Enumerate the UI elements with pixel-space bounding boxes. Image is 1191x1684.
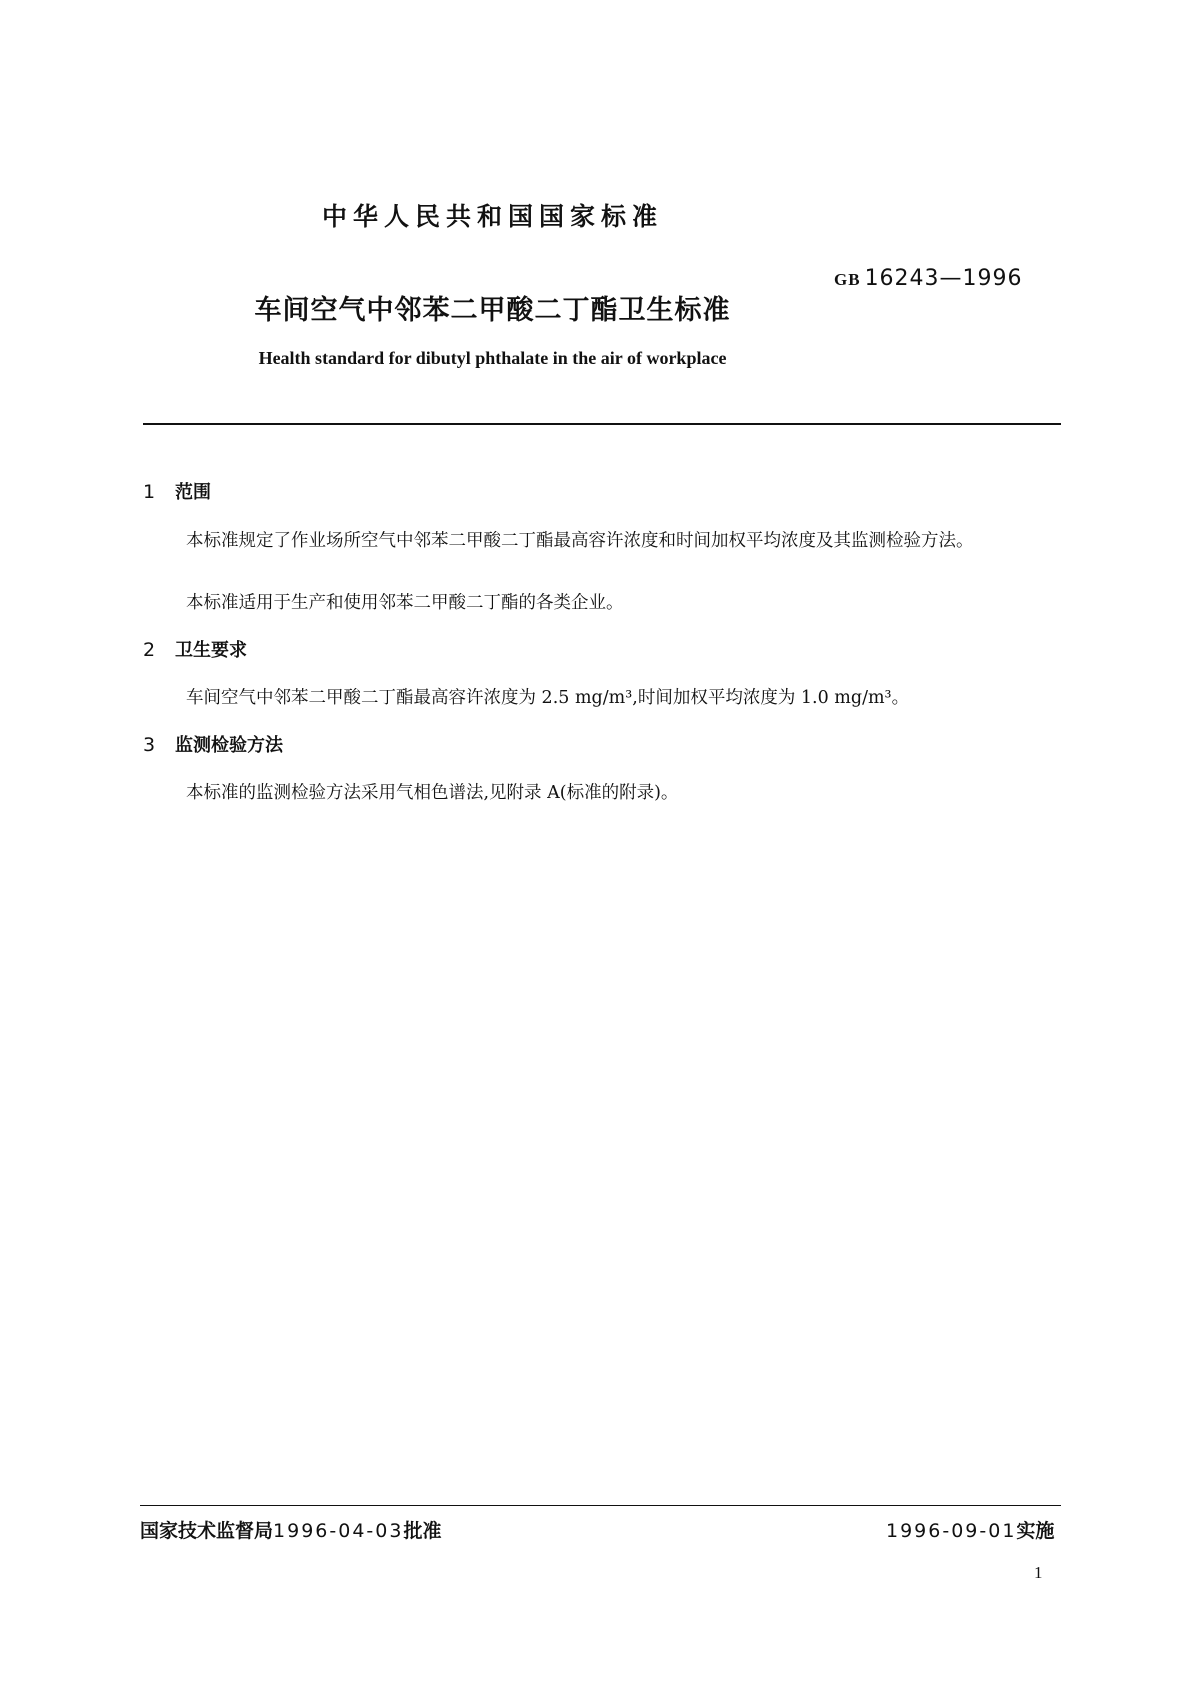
section-1-paragraph-1: 本标准规定了作业场所空气中邻苯二甲酸二丁酯最高容许浓度和时间加权平均浓度及其监测检验方法。 — [186, 531, 974, 551]
standard-code-prefix: GB — [834, 270, 861, 289]
standard-code-number: 16243—1996 — [864, 266, 1023, 291]
header-divider — [143, 423, 1061, 425]
section-2-paragraph-1: 车间空气中邻苯二甲酸二丁酯最高容许浓度为 2.5 mg/m³,时间加权平均浓度为 1.0 mg/m³。 — [186, 688, 910, 708]
effective-suffix: 实施 — [1016, 1520, 1055, 1542]
section-2-heading — [143, 636, 247, 662]
section-3-heading — [143, 731, 283, 757]
section-title: 监测检验方法 — [175, 735, 283, 756]
national-standard-heading: 中华人民共和国国家标准 — [321, 202, 663, 231]
approval-line — [140, 1516, 441, 1543]
section-title: 卫生要求 — [175, 640, 247, 661]
footer-divider — [140, 1505, 1061, 1506]
section-1-paragraph-2: 本标准适用于生产和使用邻苯二甲酸二丁酯的各类企业。 — [186, 593, 624, 613]
effective-line — [886, 1516, 1054, 1543]
section-1-heading — [143, 478, 211, 504]
section-number: 2 — [143, 639, 156, 661]
section-number: 1 — [143, 481, 156, 503]
approval-date: 1996-04-03 — [273, 1520, 404, 1542]
approval-org: 国家技术监督局 — [140, 1520, 274, 1542]
section-title: 范围 — [175, 482, 211, 503]
effective-date: 1996-09-01 — [886, 1520, 1017, 1542]
section-number: 3 — [143, 734, 156, 756]
document-title-english: Health standard for dibutyl phthalate in the air of workplace — [258, 348, 727, 368]
page-number: 1 — [1034, 1563, 1043, 1582]
document-title: 车间空气中邻苯二甲酸二丁酯卫生标准 — [254, 295, 731, 326]
section-3-paragraph-1: 本标准的监测检验方法采用气相色谱法,见附录 A(标准的附录)。 — [186, 783, 679, 803]
approval-suffix: 批准 — [403, 1520, 442, 1542]
